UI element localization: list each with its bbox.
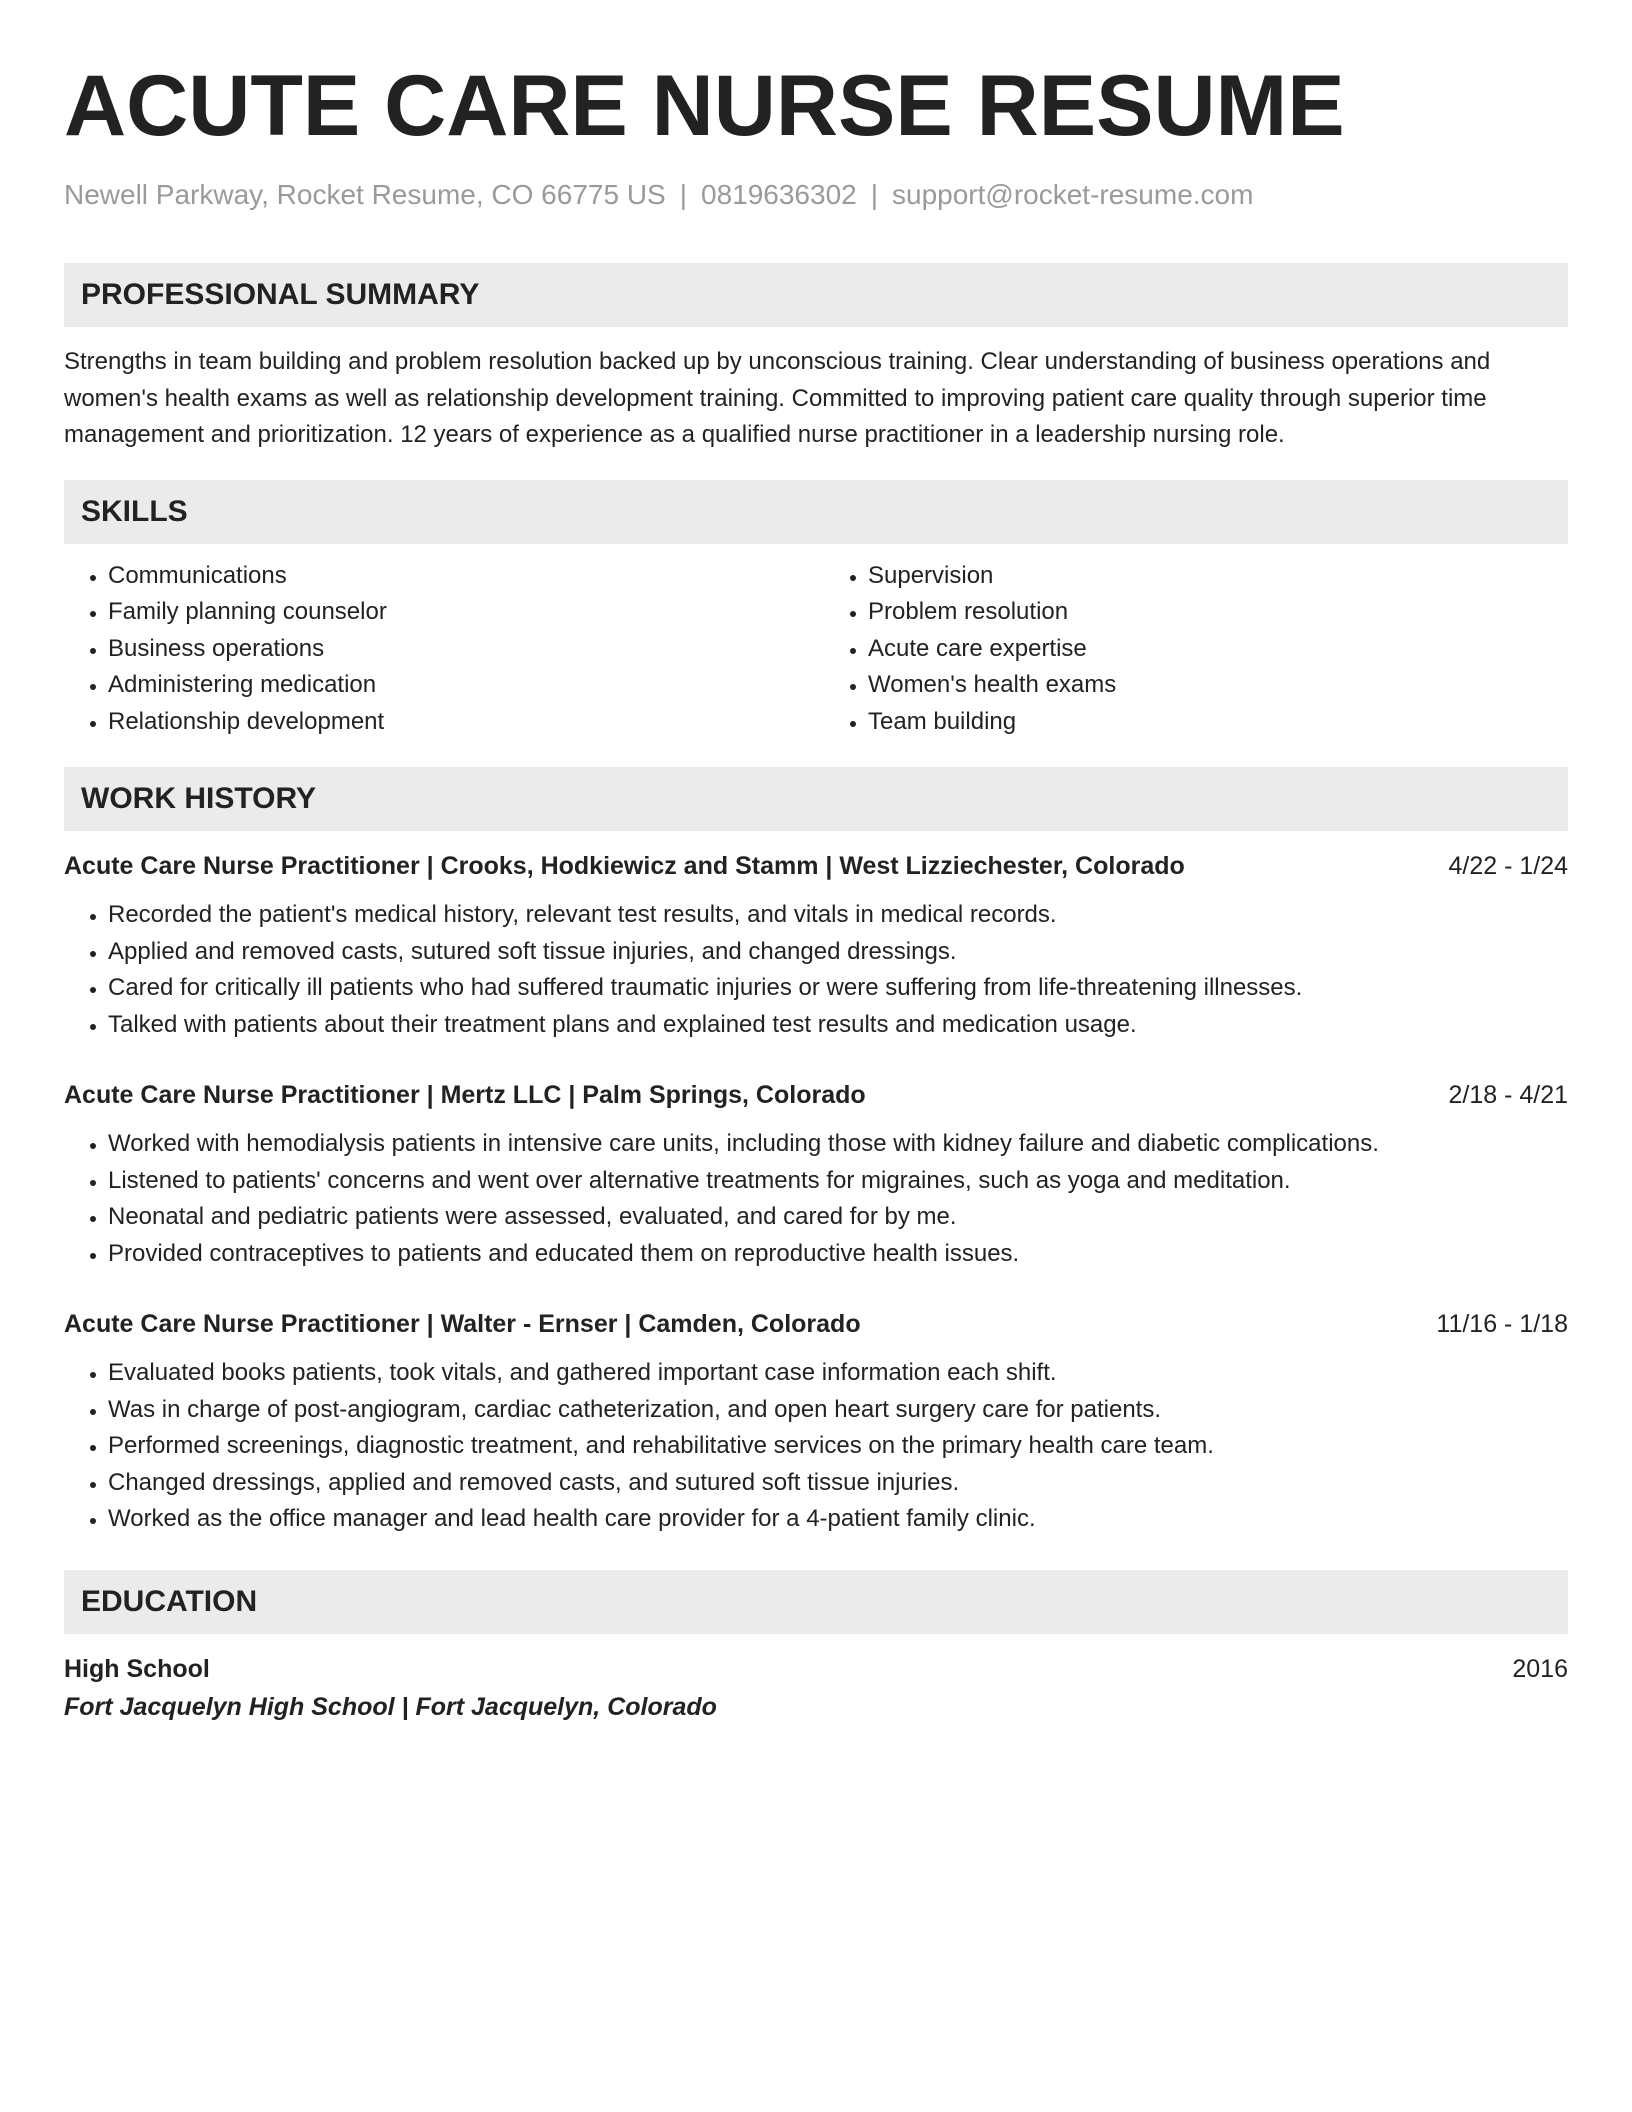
job-title: Acute Care Nurse Practitioner | Mertz LLC | Palm Springs, Colorado bbox=[64, 1081, 866, 1109]
skills-column-left bbox=[64, 558, 816, 741]
job-bullet: • Worked with hemodialysis patients in intensive care units, including those with kidney failure and diabetic complications. bbox=[108, 1126, 1568, 1163]
job-header bbox=[64, 1307, 1568, 1341]
job-entry bbox=[64, 849, 1568, 1043]
skill-item: • Family planning counselor bbox=[108, 594, 816, 631]
job-dates: 11/16 - 1/18 bbox=[1436, 1310, 1568, 1338]
job-dates: 2/18 - 4/21 bbox=[1448, 1081, 1568, 1109]
skills-column-right bbox=[816, 558, 1568, 741]
section-heading-work-history: WORK HISTORY bbox=[64, 767, 1568, 831]
section-heading-education: EDUCATION bbox=[64, 1570, 1568, 1634]
contact-phone: 0819636302 bbox=[701, 179, 857, 210]
job-bullet: • Was in charge of post-angiogram, cardiac catheterization, and open heart surgery care for patients. bbox=[108, 1392, 1568, 1429]
job-bullet: • Evaluated books patients, took vitals, and gathered important case information each shift. bbox=[108, 1355, 1568, 1392]
job-bullets bbox=[64, 1355, 1568, 1538]
skill-item: • Supervision bbox=[868, 558, 1568, 595]
education-entry bbox=[64, 1652, 1568, 1724]
contact-line bbox=[64, 178, 1568, 212]
education-year: 2016 bbox=[1512, 1654, 1568, 1683]
skills-list bbox=[64, 558, 1568, 741]
job-bullet: • Applied and removed casts, sutured soft tissue injuries, and changed dressings. bbox=[108, 934, 1568, 971]
job-bullet: • Worked as the office manager and lead health care provider for a 4-patient family clinic. bbox=[108, 1501, 1568, 1538]
job-bullet: • Talked with patients about their treatment plans and explained test results and medication usage. bbox=[108, 1007, 1568, 1044]
education-header bbox=[64, 1652, 1568, 1686]
skill-item: • Team building bbox=[868, 704, 1568, 741]
resume-title: ACUTE CARE NURSE RESUME bbox=[64, 58, 1345, 154]
job-bullet: • Performed screenings, diagnostic treatment, and rehabilitative services on the primary health care team. bbox=[108, 1428, 1568, 1465]
skill-item: • Women's health exams bbox=[868, 667, 1568, 704]
skill-item: • Business operations bbox=[108, 631, 816, 668]
job-bullet: • Cared for critically ill patients who had suffered traumatic injuries or were suffering from life-threatening illnesses. bbox=[108, 970, 1568, 1007]
contact-separator: | bbox=[870, 179, 879, 210]
contact-address: Newell Parkway, Rocket Resume, CO 66775 US bbox=[64, 179, 666, 210]
skill-item: • Administering medication bbox=[108, 667, 816, 704]
section-heading-skills: SKILLS bbox=[64, 480, 1568, 544]
job-bullet: • Listened to patients' concerns and went over alternative treatments for migraines, such as yoga and meditation. bbox=[108, 1163, 1568, 1200]
job-entry bbox=[64, 1307, 1568, 1538]
job-header bbox=[64, 849, 1568, 883]
job-bullet: • Neonatal and pediatric patients were assessed, evaluated, and cared for by me. bbox=[108, 1199, 1568, 1236]
skill-item: • Relationship development bbox=[108, 704, 816, 741]
job-bullet: • Changed dressings, applied and removed casts, and sutured soft tissue injuries. bbox=[108, 1465, 1568, 1502]
skill-item: • Acute care expertise bbox=[868, 631, 1568, 668]
education-degree: High School bbox=[64, 1654, 210, 1683]
skill-item: • Communications bbox=[108, 558, 816, 595]
job-bullet: • Provided contraceptives to patients and educated them on reproductive health issues. bbox=[108, 1236, 1568, 1273]
education-school: Fort Jacquelyn High School | Fort Jacquelyn, Colorado bbox=[64, 1692, 717, 1721]
skill-item: • Problem resolution bbox=[868, 594, 1568, 631]
job-dates: 4/22 - 1/24 bbox=[1448, 852, 1568, 880]
summary-text: Strengths in team building and problem resolution backed up by unconscious training. Clear understanding of business operations and women's health exams as well as relationship development training. Committed to improving patient care quality through superior time management and prioritization. 12 years of experience as a qualified nurse practitioner in a leadership nursing role. bbox=[64, 348, 1491, 448]
section-heading-summary: PROFESSIONAL SUMMARY bbox=[64, 263, 1568, 327]
job-bullets bbox=[64, 1126, 1568, 1272]
job-bullet: • Recorded the patient's medical history, relevant test results, and vitals in medical records. bbox=[108, 897, 1568, 934]
job-bullets bbox=[64, 897, 1568, 1043]
job-entry bbox=[64, 1078, 1568, 1272]
contact-separator: | bbox=[679, 179, 687, 210]
job-title: Acute Care Nurse Practitioner | Crooks, Hodkiewicz and Stamm | West Lizziechester, Colorado bbox=[64, 852, 1185, 880]
contact-email: support@rocket-resume.com bbox=[892, 179, 1254, 210]
job-header bbox=[64, 1078, 1568, 1112]
job-title: Acute Care Nurse Practitioner | Walter - Ernser | Camden, Colorado bbox=[64, 1310, 861, 1338]
